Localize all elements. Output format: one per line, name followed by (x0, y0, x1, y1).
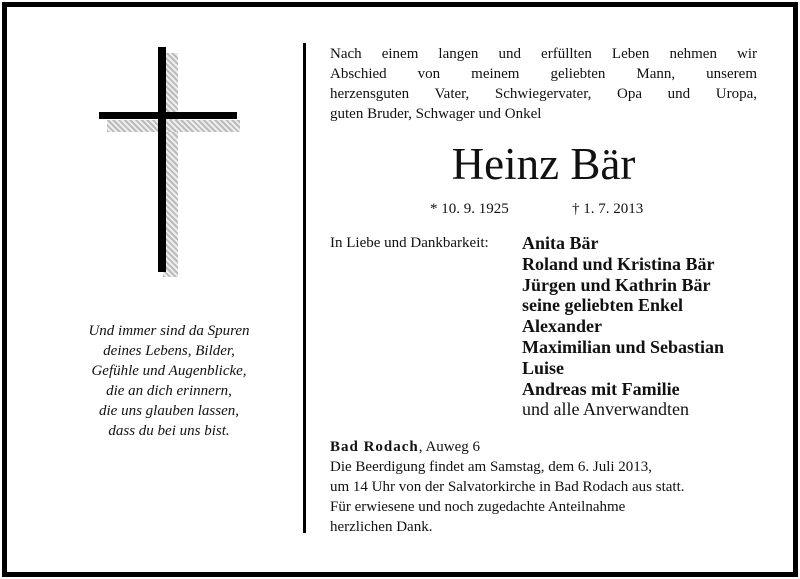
thanks-line: Für erwiesene und noch zugedachte Anteilnahme (330, 499, 626, 515)
thanks-note (330, 497, 625, 537)
poem-line: deines Lebens, Bilder, (103, 343, 235, 359)
cross-shadow-horizontal (107, 120, 240, 132)
mourner-name: Maximilian und Sebastian (522, 336, 725, 357)
thanks-line: herzlichen Dank. (330, 519, 433, 535)
vertical-divider (303, 43, 306, 533)
address-town: Bad Rodach (330, 439, 419, 455)
funeral-info (330, 457, 685, 497)
memorial-poem (50, 321, 288, 441)
mourner-name: Luise (522, 357, 565, 378)
address-street: , Auweg 6 (418, 439, 481, 455)
poem-line: die uns glauben lassen, (99, 403, 239, 419)
mourner-name: Roland und Kristina Bär (522, 253, 715, 274)
cross-icon (95, 43, 245, 278)
mourners-closing: und alle Anverwandten (522, 399, 689, 420)
mourner-name: seine geliebten Enkel (522, 295, 683, 316)
mourner-name: Anita Bär (522, 233, 599, 253)
cross-vertical-beam (158, 47, 166, 272)
mourner-name: Jürgen und Kathrin Bär (522, 274, 711, 295)
intro-text (330, 44, 757, 124)
funeral-line: um 14 Uhr von der Salvatorkirche in Bad Rodach aus statt. (330, 479, 685, 495)
intro-line: guten Bruder, Schwager und Onkel (330, 106, 542, 122)
mourner-name: Alexander (522, 316, 602, 337)
mourners-list (522, 233, 724, 420)
poem-line: Gefühle und Augenblicke, (91, 363, 247, 379)
family-address (330, 437, 480, 457)
poem-line: die an dich erinnern, (106, 383, 232, 399)
deceased-name: Heinz Bär (451, 139, 636, 189)
mourner-name: Andreas mit Familie (522, 378, 680, 399)
cross-horizontal-beam (99, 112, 237, 119)
intro-line: herzensguten Vater, Schwiegervater, Opa und Uropa, (330, 86, 757, 102)
intro-line: Abschied von meinem geliebten Mann, unserem (330, 66, 757, 82)
poem-line: Und immer sind da Spuren (88, 323, 250, 339)
funeral-line: Die Beerdigung findet am Samstag, dem 6. Juli 2013, (330, 459, 653, 475)
intro-line: Nach einem langen und erfüllten Leben nehmen wir (330, 46, 757, 62)
poem-line: dass du bei uns bist. (108, 423, 230, 439)
birth-date: * 10. 9. 1925 (430, 201, 509, 217)
mourners-intro: In Liebe und Dankbarkeit: (330, 235, 489, 251)
death-date: † 1. 7. 2013 (572, 201, 644, 217)
